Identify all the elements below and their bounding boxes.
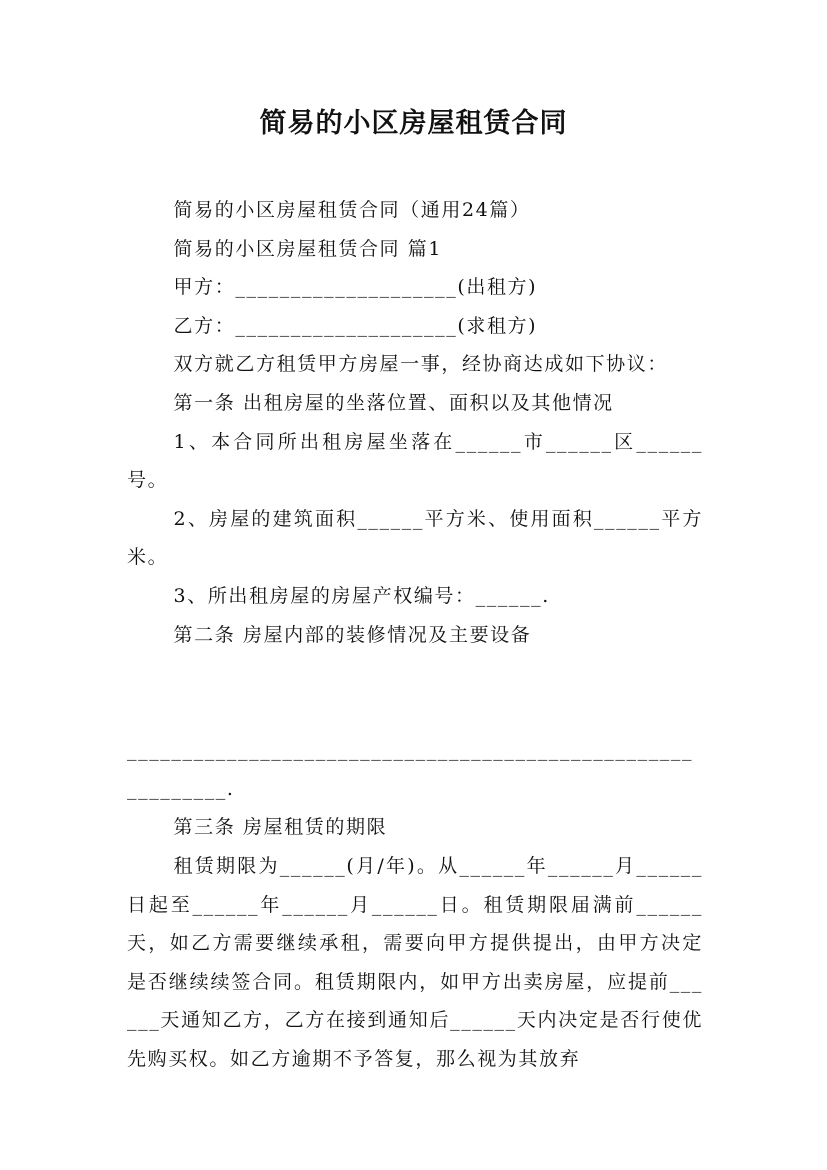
paragraph-clause-1-item-3: 3、所出租房屋的房屋产权编号：______.: [173, 584, 550, 607]
paragraph-clause-1-heading: 第一条 出租房屋的坐落位置、面积以及其他情况: [173, 391, 614, 414]
paragraph-clause-2-heading: 第二条 房屋内部的装修情况及主要设备: [173, 623, 532, 646]
blank-spacer: [127, 654, 703, 731]
paragraph-subtitle: 简易的小区房屋租赁合同（通用24篇）: [173, 199, 531, 221]
paragraph-clause-3-heading: 第三条 房屋租赁的期限: [173, 816, 388, 839]
paragraph-clause-1-item-1: 1、本合同所出租房屋坐落在______市______区______号。: [127, 430, 703, 492]
paragraph-clause-2-blank-line: ____________________________________________________________.: [127, 739, 694, 800]
paragraph-clause-1-item-2: 2、房屋的建筑面积______平方米、使用面积______平方米。: [127, 507, 703, 569]
paragraph-clause-3-body: 租赁期限为______(月/年)。从______年______月______日起至______年______月______日。租赁期限届满前______天，如乙方需要继续承租，需要向甲方提供提出，由甲方决定是否继续续签合同。租赁期限内，如甲方出卖房屋，应提前______天通知乙方，乙方在接到通知后______天内决定是否行使优先购买权。如乙方逾期不予答复，那么视为其放弃: [127, 854, 703, 1070]
paragraph-party-b: 乙方：____________________(求租方): [173, 314, 538, 337]
paragraph-party-a: 甲方：____________________(出租方): [173, 276, 538, 299]
document-title: 简易的小区房屋租赁合同: [259, 108, 568, 139]
paragraph-article-heading: 简易的小区房屋租赁合同 篇1: [173, 237, 443, 260]
paragraph-agreement-intro: 双方就乙方租赁甲方房屋一事，经协商达成如下协议：: [173, 353, 668, 376]
document-body: [127, 191, 703, 1078]
